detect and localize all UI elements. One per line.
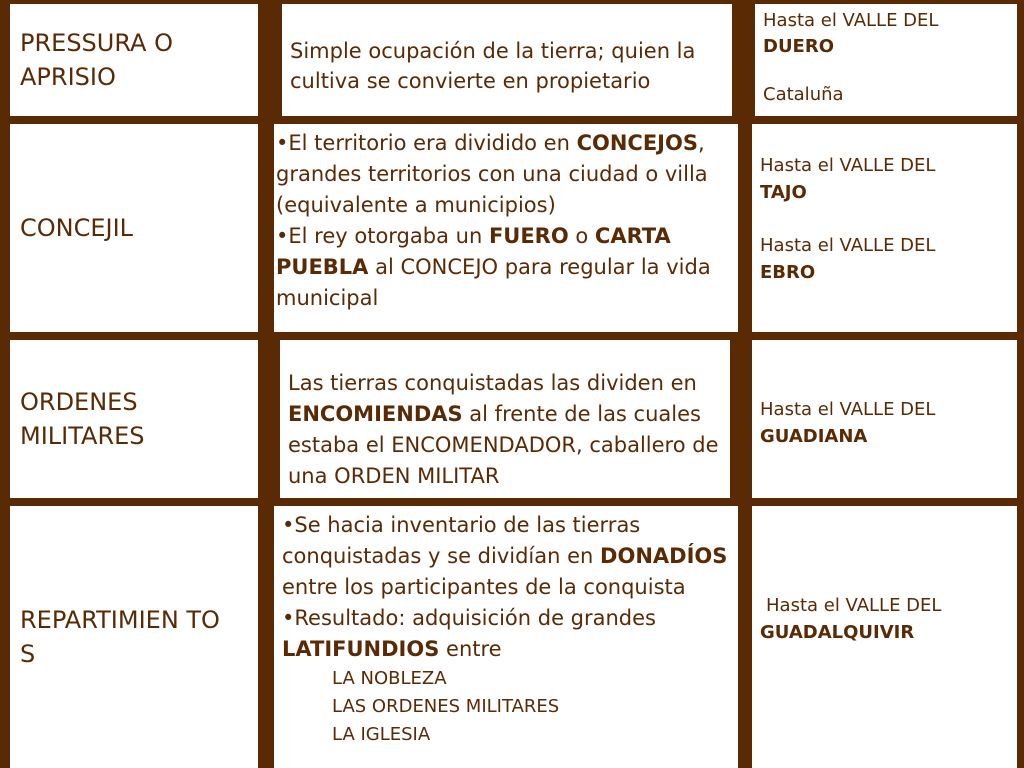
region-entry — [760, 396, 1017, 450]
bullet-item: •Se hacia inventario de las tierras conquistadas y se dividían en DONADÍOS entre los participantes de la conquista — [282, 513, 728, 599]
region-entry — [763, 8, 1017, 60]
bullet-item: •El territorio era dividido en CONCEJOS, grandes territorios con una ciudad o villa (equivalente a municipios) — [276, 131, 708, 217]
description-cell-concejil — [274, 124, 738, 332]
region-prefix: Hasta el VALLE DEL — [766, 595, 942, 616]
region-name: DUERO — [763, 36, 835, 57]
system-label: REPARTIMIEN TOS — [20, 606, 220, 668]
sub-list-item: LA IGLESIA — [332, 724, 431, 745]
region-prefix: Hasta el VALLE DEL — [760, 155, 936, 176]
region-prefix: Hasta el VALLE DEL — [763, 10, 939, 31]
description-cell-pressura — [282, 4, 732, 116]
region-entry — [760, 232, 1017, 286]
bullet-item: •Resultado: adquisición de grandes LATIFUNDIOS entre — [282, 606, 656, 661]
region-name: GUADALQUIVIR — [760, 622, 915, 643]
description-text: Simple ocupación de la tierra; quien la cultiva se convierte en propietario — [290, 39, 696, 93]
region-prefix: Cataluña — [763, 84, 844, 105]
region-prefix: Hasta el VALLE DEL — [760, 235, 936, 256]
system-cell-concejil — [10, 124, 258, 332]
region-name: TAJO — [760, 182, 807, 203]
system-label: CONCEJIL — [20, 214, 134, 242]
system-label: ORDENES MILITARES — [20, 388, 145, 450]
region-prefix: Hasta el VALLE DEL — [760, 399, 936, 420]
system-cell-repartimientos — [10, 506, 258, 768]
region-cell-concejil — [752, 124, 1017, 332]
region-name: EBRO — [760, 262, 816, 283]
region-cell-ordenes — [752, 340, 1017, 498]
region-cell-pressura — [755, 4, 1017, 116]
sub-list-item: LAS ORDENES MILITARES — [332, 696, 560, 717]
sub-list-item: LA NOBLEZA — [332, 668, 447, 689]
region-entry — [763, 82, 1017, 108]
description-cell-ordenes: Las tierras conquistadas las dividen en ENCOMIENDAS al frente de las cuales estaba el ENCOMENDADOR, caballero de una ORDEN MILITAR — [280, 340, 730, 498]
region-entry — [760, 152, 1017, 206]
region-cell-repartimientos — [752, 506, 1017, 768]
system-cell-pressura — [10, 4, 258, 116]
bullet-item: •El rey otorgaba un FUERO o CARTA PUEBLA al CONCEJO para regular la vida municipal — [276, 224, 711, 310]
region-name: GUADIANA — [760, 426, 868, 447]
region-entry — [760, 592, 1017, 646]
description-cell-repartimientos — [274, 506, 738, 768]
system-cell-ordenes — [10, 340, 258, 498]
system-label: PRESSURA O APRISIO — [20, 29, 173, 91]
